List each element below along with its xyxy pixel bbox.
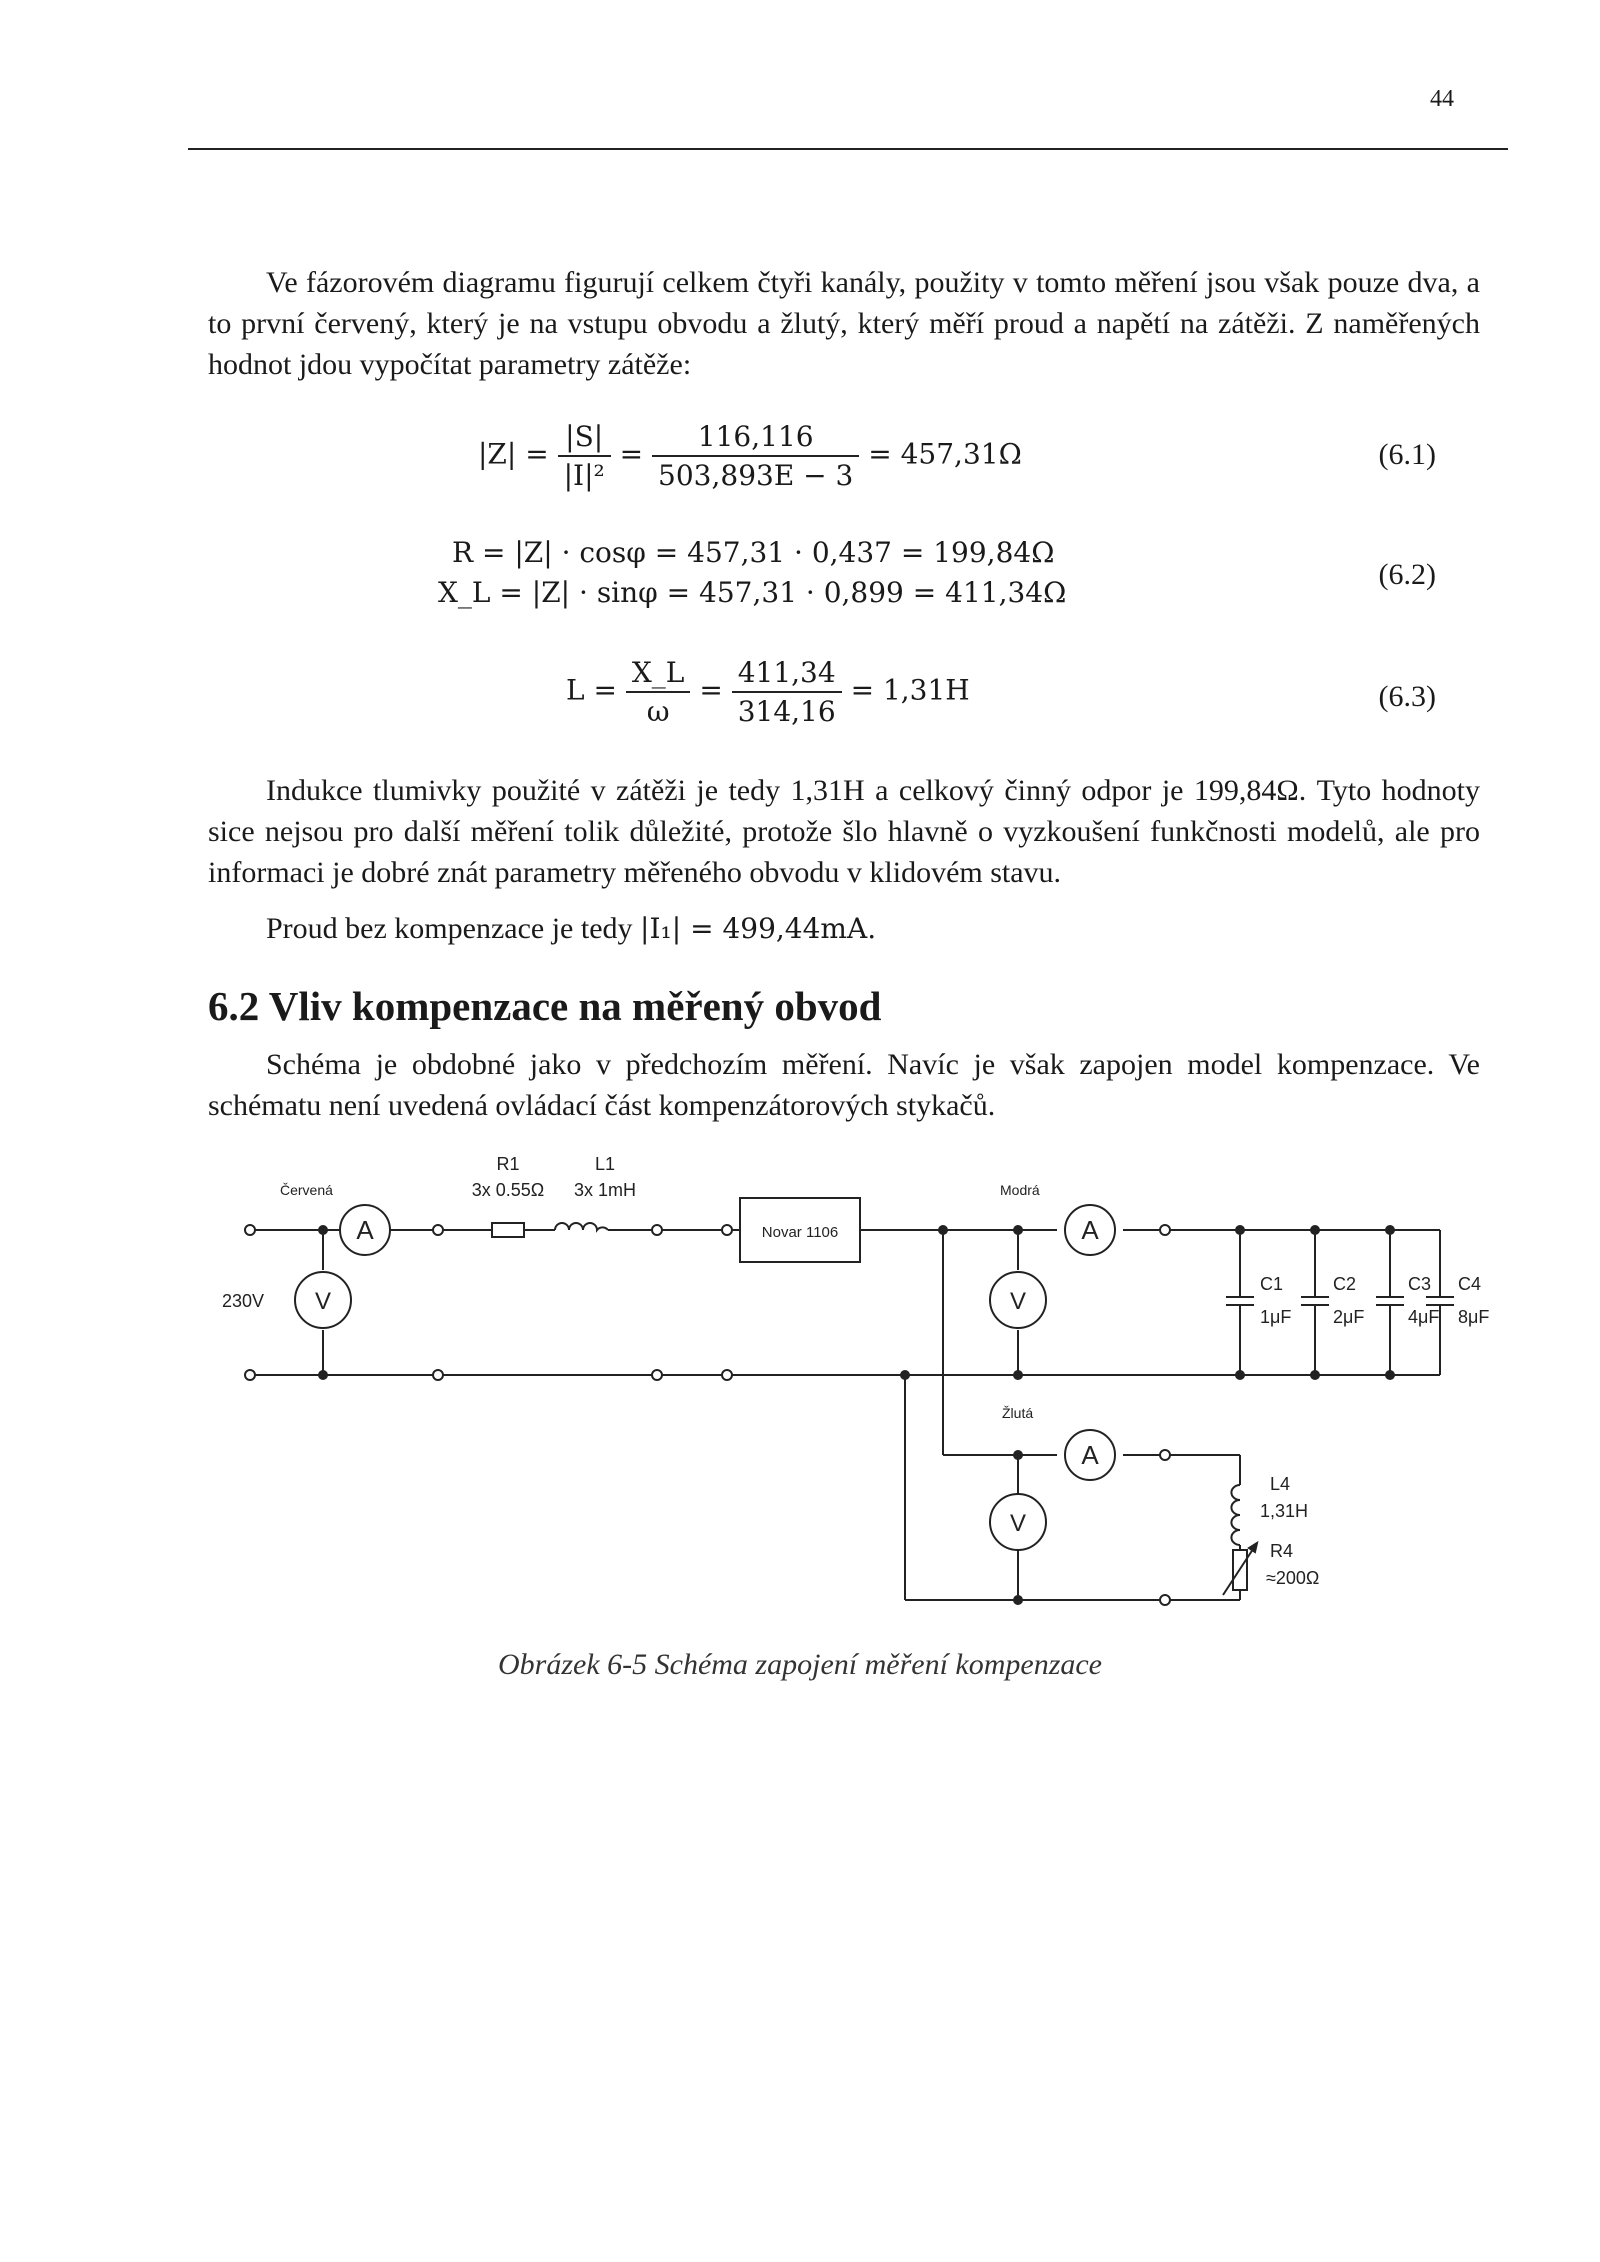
label-r1: R1	[496, 1154, 520, 1174]
capacitor-c1	[1226, 1230, 1254, 1375]
label-c3-value: 4μF	[1408, 1307, 1440, 1327]
paragraph-inductance: Indukce tlumivky použité v zátěži je tedy 1,31H a celkový činný odpor je 199,84Ω. Tyto hodnoty sice nejsou pro další měření tolik důležité, protože šlo hlavně o vyzkoušení funkčnosti modelů, ale pro informaci je dobré znát parametry měřeného obvodu v klidovém stavu.	[208, 774, 1480, 889]
label-c3: C3	[1408, 1274, 1432, 1294]
capacitor-c3	[1376, 1230, 1404, 1375]
voltmeter-blue-letter: V	[1009, 1288, 1027, 1315]
eq3-frac2-den: 314,16	[737, 695, 836, 728]
equation-number-6-1: (6.1)	[1378, 438, 1436, 471]
circuit-diagram	[220, 1150, 1520, 1620]
eq3-frac1-num: X_L	[626, 656, 691, 693]
equation-6-1-body	[478, 420, 1022, 492]
label-c1: C1	[1260, 1274, 1284, 1294]
capacitor-c4	[1426, 1230, 1454, 1375]
junction-dots	[318, 1225, 1395, 1605]
capacitor-c2	[1301, 1230, 1329, 1375]
r4-arrow-head	[1249, 1543, 1257, 1552]
ammeter-yellow-letter: A	[1081, 1440, 1099, 1470]
equation-number-6-2: (6.2)	[1378, 558, 1436, 591]
label-l1-value: 3x 1mH	[573, 1180, 637, 1200]
ammeter-red-letter: A	[356, 1215, 374, 1245]
label-novar: Novar 1106	[761, 1224, 839, 1241]
label-r4-value: ≈200Ω	[1266, 1568, 1320, 1588]
label-zluta: Žlutá	[1002, 1405, 1034, 1421]
eq1-frac1-den: |I|²	[563, 459, 605, 492]
eq3-eq-sign: =	[699, 673, 723, 707]
label-230v: 230V	[222, 1291, 265, 1311]
paragraph-schema: Schéma je obdobné jako v předchozím měření. Navíc je však zapojen model kompenzace. Ve schématu není uvedená ovládací část kompenzátorových stykačů.	[208, 1048, 1480, 1122]
eq3-fraction-2	[732, 656, 842, 728]
equation-6-3	[208, 650, 1480, 750]
figure-caption: Obrázek 6-5 Schéma zapojení měření kompenzace	[498, 1648, 1102, 1681]
label-c1-value: 1μF	[1260, 1307, 1292, 1327]
eq3-rhs: = 1,31H	[850, 673, 970, 707]
eq2-line-2: X_L = |Z| · sinφ = 457,31 · 0,899 = 411,34Ω	[438, 576, 1067, 609]
eq1-rhs: = 457,31Ω	[868, 437, 1022, 471]
label-l1: L1	[594, 1154, 616, 1174]
label-r1-value: 3x 0.55Ω	[471, 1180, 545, 1200]
label-c4-value: 8μF	[1458, 1307, 1490, 1327]
eq1-fraction-1	[558, 420, 611, 492]
yellow-branch	[905, 1230, 1257, 1600]
eq1-lhs: |Z| =	[478, 437, 549, 471]
label-cervena: Červená	[280, 1182, 333, 1198]
voltmeter-red-letter: V	[314, 1288, 332, 1315]
equation-6-2	[208, 532, 1480, 622]
eq1-frac2-num: 116,116	[652, 420, 859, 457]
paragraph-current-text: Proud bez kompenzace je tedy	[266, 912, 641, 945]
eq1-fraction-2	[652, 420, 859, 492]
paragraph-current	[208, 908, 1480, 949]
paragraph-current-math: |I₁| = 499,44mA.	[640, 912, 877, 945]
eq1-frac2-den: 503,893E − 3	[658, 459, 854, 492]
label-c4: C4	[1458, 1274, 1482, 1294]
section-title: 6.2 Vliv kompenzace na měřený obvod	[208, 983, 882, 1029]
resistor-r1	[492, 1223, 524, 1237]
voltmeter-yellow-letter: V	[1009, 1510, 1027, 1537]
eq1-frac1-num: |S|	[558, 420, 611, 457]
equation-6-1	[208, 408, 1480, 508]
label-r4: R4	[1270, 1541, 1294, 1561]
inductor-l1	[555, 1223, 608, 1230]
paragraph-intro: Ve fázorovém diagramu figurují celkem čtyři kanály, použity v tomto měření jsou však pouze dva, a to první červený, který je na vstupu obvodu a žlutý, který měří proud a napětí na zátěži. Z naměřených hodnot jdou vypočítat parametry zátěže:	[208, 266, 1480, 381]
label-l4: L4	[1270, 1474, 1291, 1494]
eq3-fraction-1	[626, 656, 691, 728]
equation-6-3-body	[566, 656, 970, 728]
page-number: 44	[1430, 86, 1454, 112]
label-modra: Modrá	[1000, 1182, 1040, 1198]
label-l4-value: 1,31H	[1260, 1501, 1309, 1521]
eq3-frac1-den: ω	[646, 695, 670, 728]
eq2-line-1: R = |Z| · cosφ = 457,31 · 0,437 = 199,84Ω	[452, 536, 1055, 569]
capacitor-bank	[1226, 1230, 1454, 1375]
header-rule	[188, 148, 1508, 150]
eq1-eq-sign: =	[619, 437, 644, 471]
eq3-frac2-num: 411,34	[732, 656, 842, 693]
label-c2-value: 2μF	[1333, 1307, 1365, 1327]
ammeter-blue-letter: A	[1081, 1215, 1099, 1245]
equation-number-6-3: (6.3)	[1378, 680, 1436, 713]
eq3-lhs: L =	[566, 673, 617, 707]
inductor-l4	[1231, 1485, 1240, 1545]
label-c2: C2	[1333, 1274, 1357, 1294]
